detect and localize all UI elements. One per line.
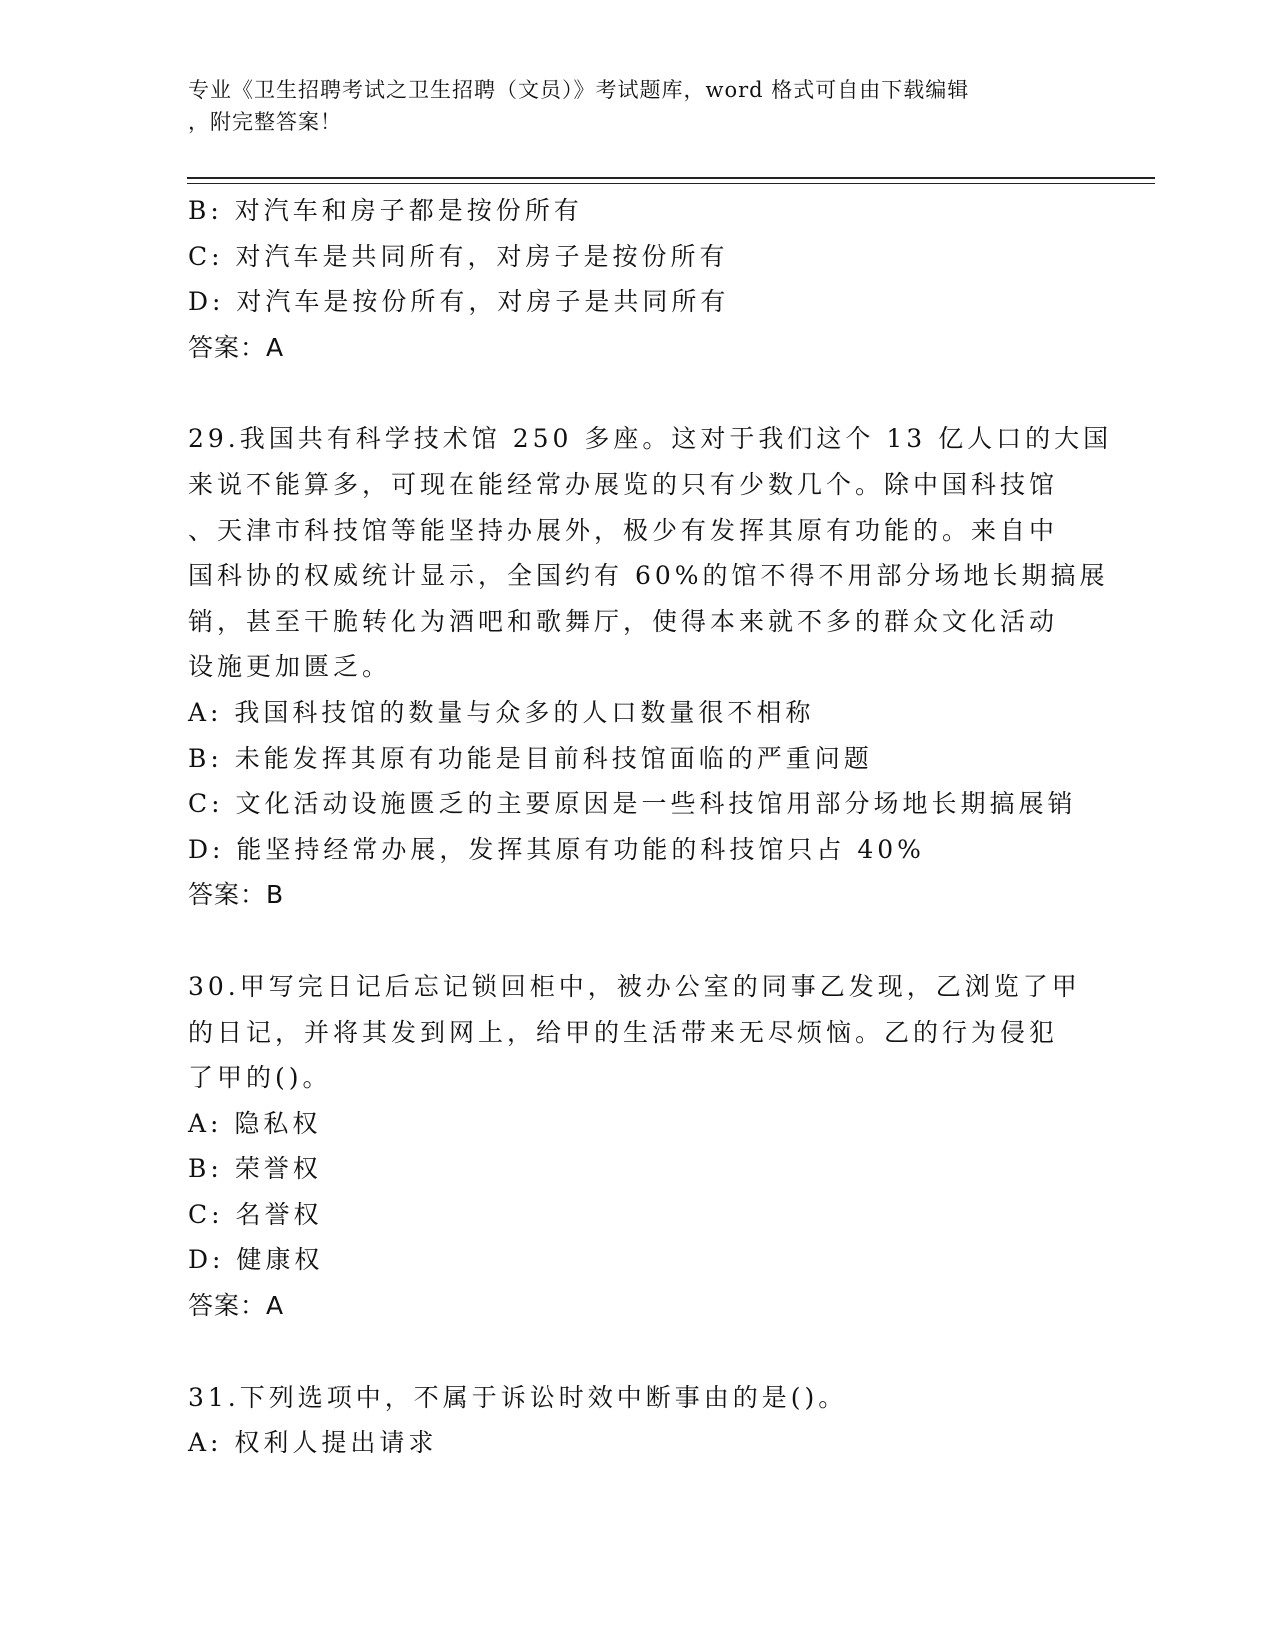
option-d: D: 健康权 (188, 1245, 324, 1275)
question-31 (188, 1375, 1088, 1466)
option-a: A: 隐私权 (188, 1108, 322, 1138)
question-text-line: 、天津市科技馆等能坚持办展外，极少有发挥其原有功能的。来自中 (188, 515, 1059, 545)
option-a: A: 我国科技馆的数量与众多的人口数量很不相称 (188, 697, 815, 727)
option-a: A: 权利人提出请求 (188, 1428, 438, 1458)
option-d: D: 对汽车是按份所有，对房子是共同所有 (188, 287, 730, 317)
option-c: C: 名誉权 (188, 1199, 323, 1229)
question-text-line: 国科协的权威统计显示，全国约有 60%的馆不得不用部分场地长期搞展 (188, 561, 1109, 591)
option-b: B: 对汽车和房子都是按份所有 (188, 196, 583, 225)
question-30 (188, 964, 1088, 1329)
question-text-line: 来说不能算多，可现在能经常办展览的只有少数几个。除中国科技馆 (188, 469, 1059, 499)
question-text-line: 销，甚至干脆转化为酒吧和歌舞厅，使得本来就不多的群众文化活动 (188, 606, 1059, 636)
option-b: B: 荣誉权 (188, 1154, 322, 1184)
question-28-tail (188, 188, 1088, 370)
question-text-line: 了甲的()。 (188, 1063, 332, 1093)
answer-label: 答案：A (188, 1291, 285, 1321)
header-line-2: ，附完整答案！ (188, 110, 342, 134)
question-text-line: 29.我国共有科学技术馆 250 多座。这对于我们这个 13 亿人口的大国 (188, 424, 1113, 454)
option-d: D: 能坚持经常办展，发挥其原有功能的科技馆只占 40% (188, 834, 925, 864)
question-29 (188, 416, 1113, 918)
question-text-line: 的日记，并将其发到网上，给甲的生活带来无尽烦恼。乙的行为侵犯 (188, 1017, 1059, 1047)
question-text-line: 设施更加匮乏。 (188, 652, 392, 682)
question-list (188, 188, 1113, 1466)
question-text-line: 30.甲写完日记后忘记锁回柜中，被办公室的同事乙发现，乙浏览了甲 (188, 971, 1081, 1001)
option-c: C: 对汽车是共同所有，对房子是按份所有 (188, 241, 729, 271)
document-header (188, 74, 1068, 138)
header-divider-thin (187, 183, 1155, 184)
answer-label: 答案：B (188, 880, 285, 910)
option-c: C: 文化活动设施匮乏的主要原因是一些科技馆用部分场地长期搞展销 (188, 789, 1077, 819)
answer-label: 答案：A (188, 332, 285, 362)
header-divider-thick (187, 177, 1155, 179)
option-b: B: 未能发挥其原有功能是目前科技馆面临的严重问题 (188, 743, 873, 773)
header-line-1: 专业《卫生招聘考试之卫生招聘（文员）》考试题库，word 格式可自由下载编辑 (188, 78, 970, 102)
question-text-line: 31.下列选项中，不属于诉讼时效中断事由的是()。 (188, 1382, 848, 1412)
